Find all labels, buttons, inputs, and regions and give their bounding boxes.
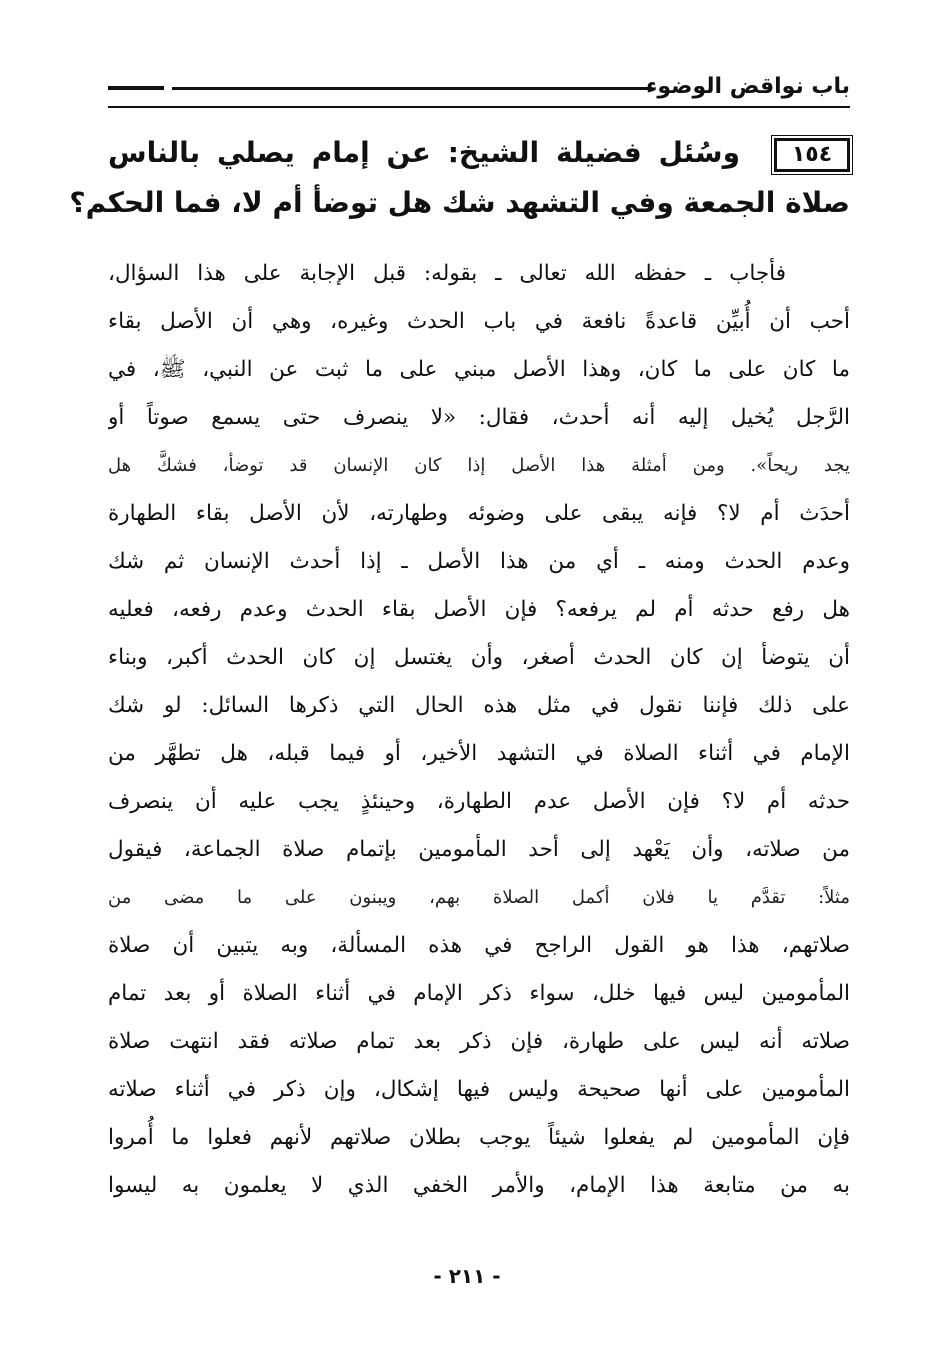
answer-line: فأجاب ـ حفظه الله تعالى ـ بقوله: قبل الإجابة على هذا السؤال، bbox=[108, 261, 786, 286]
answer-line: ما كان على ما كان، وهذا الأصل مبني على ما ثبت عن النبي، ﷺ، في bbox=[108, 357, 850, 382]
answer-line: صلاته أنه ليس على طهارة، فإن ذكر بعد تمام صلاته فقد انتهت صلاة bbox=[108, 1029, 850, 1054]
answer-line: من صلاته، وأن يَعْهد إلى أحد المأمومين بإتمام صلاة الجماعة، فيقول bbox=[108, 837, 850, 862]
running-header bbox=[108, 72, 850, 112]
answer-line: على ذلك فإننا نقول في مثل هذه الحال التي ذكرها السائل: لو شك bbox=[108, 693, 850, 718]
header-rule-thin bbox=[172, 87, 650, 90]
answer-line: أن يتوضأ إن كان الحدث أصغر، وأن يغتسل إن كان الحدث أكبر، وبناء bbox=[108, 645, 850, 670]
answer-line: المأمومين على أنها صحيحة وليس فيها إشكال، وإن ذكر في أثناء صلاته bbox=[108, 1077, 850, 1102]
answer-line: وعدم الحدث ومنه ـ أي من هذا الأصل ـ إذا أحدث الإنسان ثم شك bbox=[108, 549, 850, 574]
answer-line: به من متابعة هذا الإمام، والأمر الخفي الذي لا يعلمون به ليسوا bbox=[108, 1173, 850, 1198]
question-number: ١٥٤ bbox=[774, 138, 850, 172]
answer-line: هل رفع حدثه أم لم يرفعه؟ فإن الأصل بقاء الحدث وعدم رفعه، فعليه bbox=[108, 597, 850, 622]
answer-line: فإن المأمومين لم يفعلوا شيئاً يوجب بطلان صلاتهم لأنهم فعلوا ما أُمروا bbox=[108, 1125, 850, 1150]
answer-line: يجد ريحاً». ومن أمثلة هذا الأصل إذا كان الإنسان قد توضأ، فشكَّ هل bbox=[108, 455, 850, 476]
answer-body bbox=[108, 250, 850, 1210]
question-line-2: صلاة الجمعة وفي التشهد شك هل توضأ أم لا، فما الحكم؟ bbox=[69, 186, 850, 219]
header-bottom-rule bbox=[108, 106, 850, 108]
page-number: - ٢١١ - bbox=[433, 1264, 501, 1288]
answer-line: أحدَث أم لا؟ فإنه يبقى على وضوئه وطهارته، لأن الأصل بقاء الطهارة bbox=[108, 501, 850, 526]
answer-line: صلاتهم، هذا هو القول الراجح في هذه المسألة، وبه يتبين أن صلاة bbox=[108, 933, 850, 958]
question-line-1: وسُئل فضيلة الشيخ: عن إمام يصلي بالناس bbox=[108, 136, 740, 169]
header-rule-thick bbox=[108, 86, 164, 90]
answer-line: المأمومين ليس فيها خلل، سواء ذكر الإمام في أثناء الصلاة أو بعد تمام bbox=[108, 981, 850, 1006]
question-block bbox=[69, 128, 850, 228]
answer-line: مثلاً: تقدَّم يا فلان أكمل الصلاة بهم، ويبنون على ما مضى من bbox=[108, 887, 850, 908]
answer-line: حدثه أم لا؟ فإن الأصل عدم الطهارة، وحينئذٍ يجب عليه أن ينصرف bbox=[108, 789, 850, 814]
answer-line: الإمام في أثناء الصلاة في التشهد الأخير، أو فيما قبله، هل تطهَّر من bbox=[108, 741, 850, 766]
header-title: باب نواقض الوضوء bbox=[646, 74, 850, 99]
answer-line: أحب أن أُبيِّن قاعدةً نافعة في باب الحدث وغيره، وهي أن الأصل بقاء bbox=[108, 309, 850, 334]
answer-line: الرَّجل يُخيل إليه أنه أحدث، فقال: «لا ينصرف حتى يسمع صوتاً أو bbox=[108, 405, 850, 430]
